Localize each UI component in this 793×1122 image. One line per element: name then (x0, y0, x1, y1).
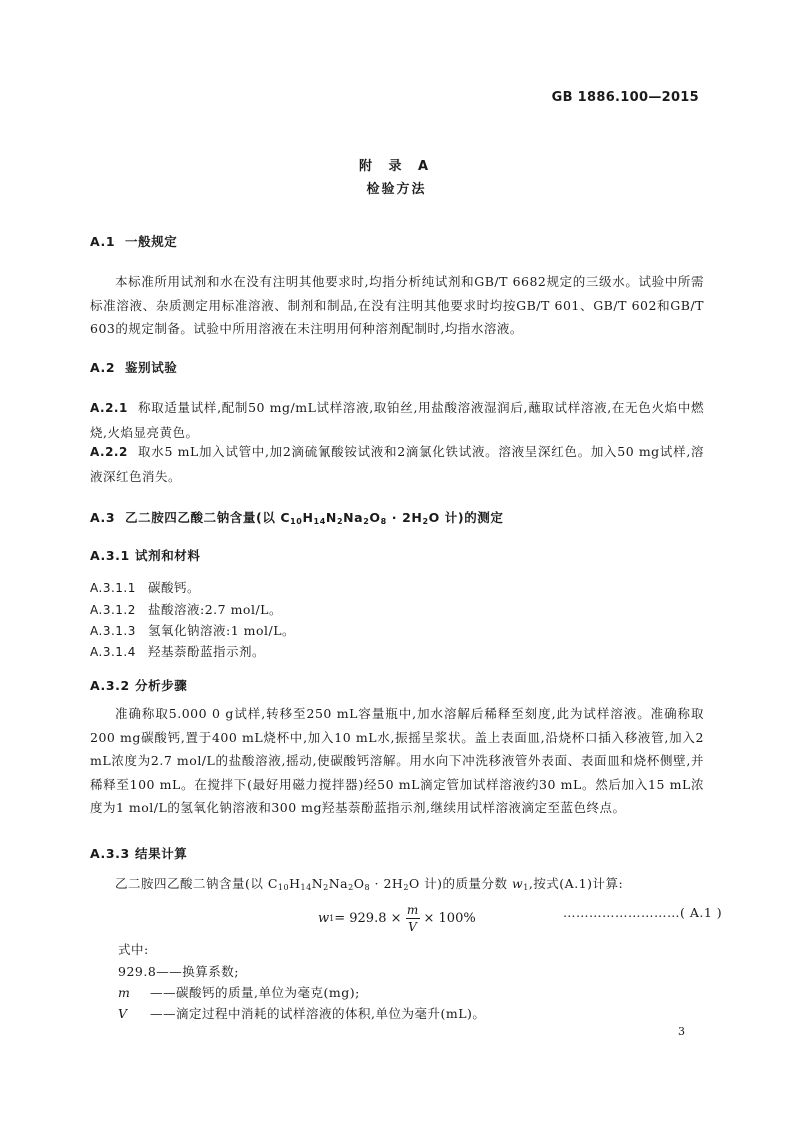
section-number: A.3.1 (90, 548, 130, 563)
section-a33-intro: 乙二胺四乙酸二钠含量(以 $C_{10}H_{14}N_2Na_2O_8 \cdot 2H_2O$ 计)的质量分数 $w_1$,按式(A.1)计算: (115, 876, 624, 892)
clause-a22 (90, 440, 704, 488)
section-number: A.1 (90, 234, 116, 249)
where-item: 929.8——换算系数; (118, 964, 240, 979)
formula-fraction: $\frac{m}{V}$ (406, 903, 419, 934)
section-a2-heading (90, 358, 177, 376)
section-a32-heading (90, 676, 187, 694)
appendix-subtitle: 检验方法 (366, 182, 427, 197)
where-label: 式中: (118, 942, 149, 957)
list-item: A.3.1.4 羟基萘酚蓝指示剂。 (90, 644, 266, 659)
appendix-title: 附 录 A (358, 159, 435, 174)
section-title: 鉴别试验 (125, 360, 178, 375)
clause-number: A.2.2 (90, 445, 128, 459)
section-number: A.3.3 (90, 846, 130, 861)
list-item: A.3.1.1 碳酸钙。 (90, 580, 201, 595)
section-number: A.2 (90, 360, 116, 375)
section-a32-text: 准确称取5.000 0 g试样,转移至250 mL容量瓶中,加水溶解后稀释至刻度,此为试样溶液。准确称取200 mg碳酸钙,置于400 mL烧杯中,加入10 mL水,振摇呈浆状。盖上表面皿,沿烧杯口插入移液管,加入2 mL浓度为2.7 mol/L的盐酸溶液,摇动,使碳酸钙溶解。用水向下冲洗移液管外表面、表面皿和烧杯侧壁,并稀释至100 mL。在搅拌下(最好用磁力搅拌器)经50 mL滴定管加试样溶液约30 mL。然后加入15 mL浓度为1 mol/L的氢氧化钠溶液和300 mg羟基萘酚蓝指示剂,继续用试样溶液滴定至蓝色终点。 (90, 706, 704, 815)
section-a1-heading (90, 232, 177, 250)
section-a3-heading (90, 508, 504, 526)
section-number: A.3 (90, 510, 116, 525)
list-item: A.3.1.3 氢氧化钠溶液:1 mol/L。 (90, 623, 296, 638)
formula-a1: w 1 = 929.8 × $\frac{m}{V}$ × 100% (318, 903, 476, 934)
page-number: 3 (678, 1025, 685, 1038)
clause-text: 称取适量试样,配制50 mg/mL试样溶液,取铂丝,用盐酸溶液湿润后,蘸取试样溶液,在无色火焰中燃烧,火焰显亮黄色。 (90, 400, 704, 440)
section-title: 分析步骤 (135, 678, 188, 693)
section-title: 结果计算 (135, 846, 188, 861)
section-title: 一般规定 (125, 234, 178, 249)
clause-number: A.2.1 (90, 401, 128, 415)
standard-number: GB 1886.100—2015 (551, 90, 699, 105)
section-a1-text: 本标准所用试剂和水在没有注明其他要求时,均指分析纯试剂和GB/T 6682规定的三级水。试验中所需标准溶液、杂质测定用标准溶液、制剂和制品,在没有注明其他要求时均按GB/T 601、GB/T 602和GB/T 603的规定制备。试验中所用溶液在未注明用何种溶剂配制时,均指水溶液。 (90, 274, 704, 336)
section-title: 试剂和材料 (135, 548, 201, 563)
formula-number: ………………………( A.1 ) (563, 905, 723, 920)
where-item: m ——碳酸钙的质量,单位为毫克(mg); (118, 985, 360, 1000)
section-a33-heading (90, 844, 187, 862)
clause-text: 取水5 mL加入试管中,加2滴硫氰酸铵试液和2滴氯化铁试液。溶液呈深红色。加入50 mg试样,溶液深红色消失。 (90, 444, 704, 484)
list-item: A.3.1.2 盐酸溶液:2.7 mol/L。 (90, 602, 282, 617)
section-a31-heading (90, 546, 201, 564)
where-item: V ——滴定过程中消耗的试样溶液的体积,单位为毫升(mL)。 (118, 1006, 486, 1021)
clause-a21 (90, 396, 704, 444)
section-title: 乙二胺四乙酸二钠含量(以 $C_{10}H_{14}N_2Na_2O_8 \cdot 2H_2O$ 计)的测定 (125, 510, 504, 526)
section-number: A.3.2 (90, 678, 130, 693)
